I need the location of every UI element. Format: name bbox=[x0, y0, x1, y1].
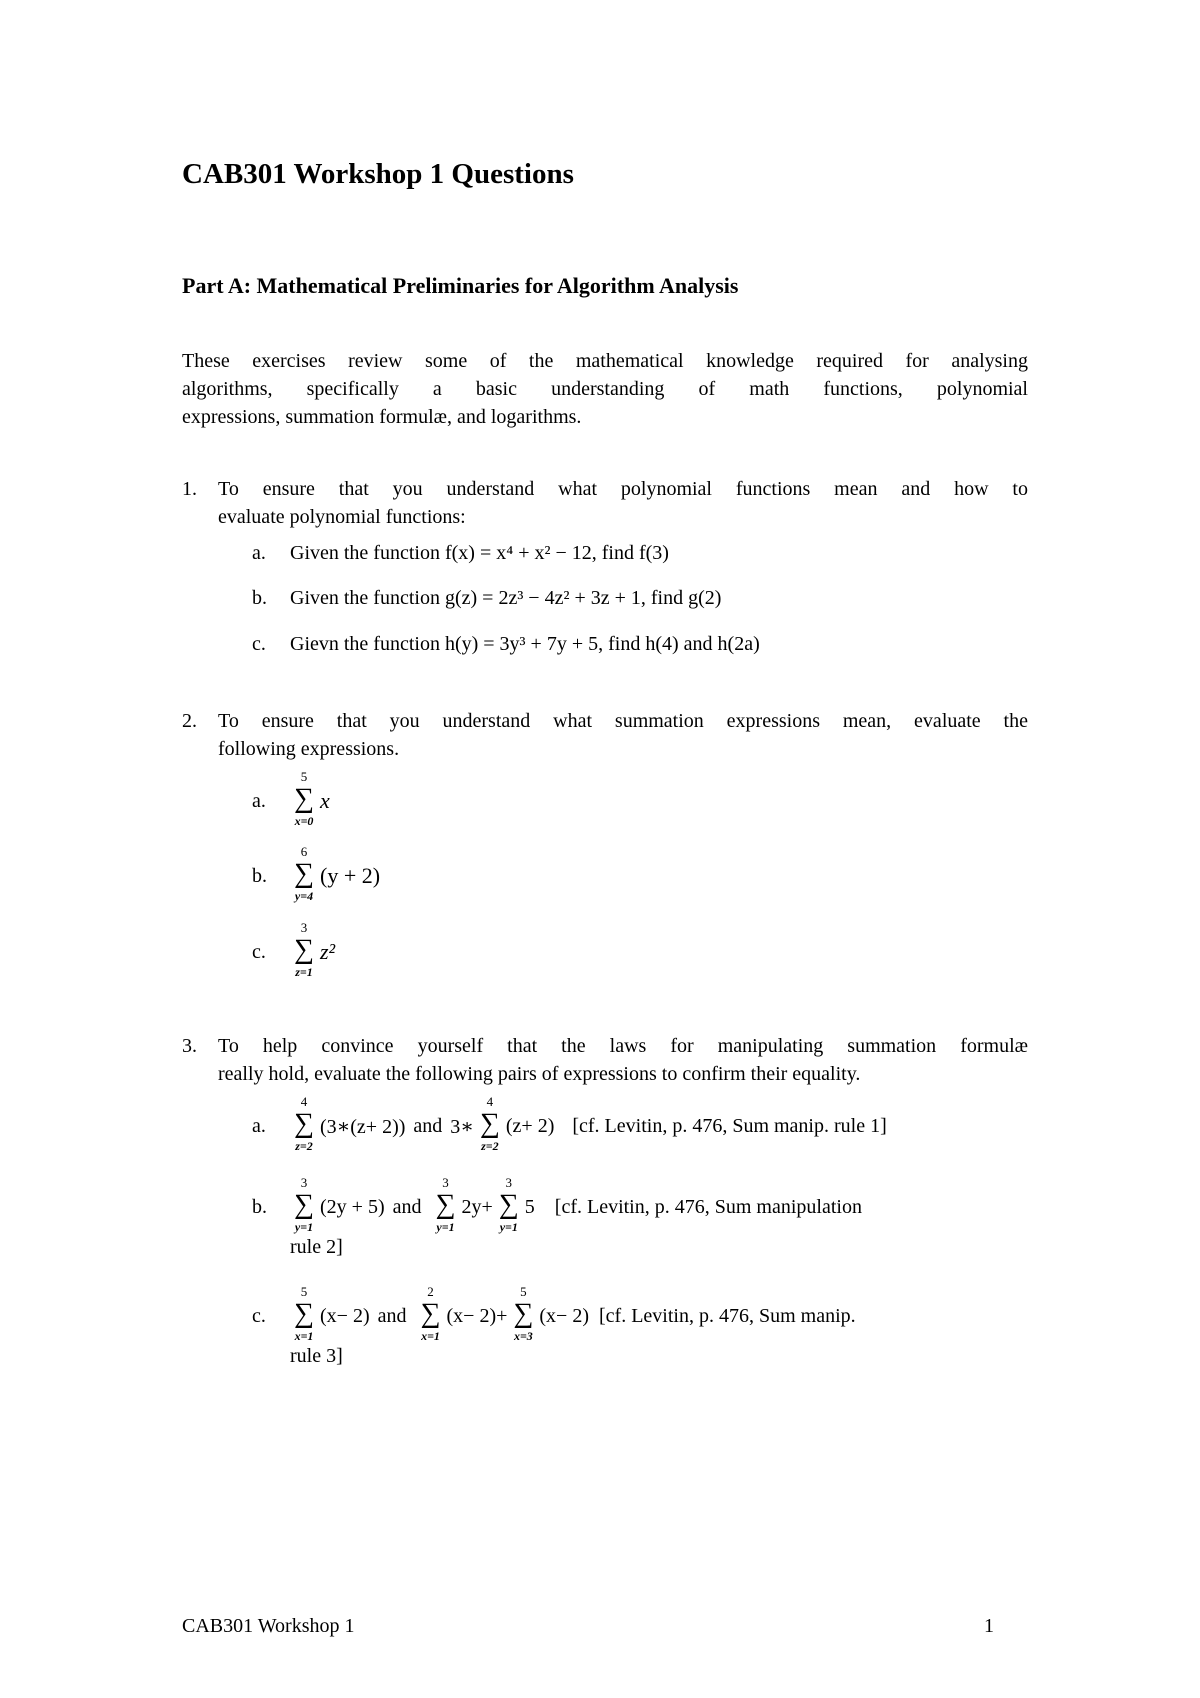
sub-label: c. bbox=[252, 1304, 266, 1327]
sub-label: a. bbox=[252, 789, 266, 812]
sum-upper-bound: 4 bbox=[486, 1094, 494, 1109]
q3-part-a bbox=[252, 1095, 1028, 1157]
sub-label: b. bbox=[252, 1195, 267, 1218]
q2-part-c bbox=[252, 921, 335, 983]
sum-upper-bound: 5 bbox=[300, 769, 308, 784]
summation-symbol bbox=[433, 1176, 459, 1238]
reference-continued: rule 3] bbox=[290, 1345, 343, 1367]
reference: [cf. Levitin, p. 476, Sum manipulation bbox=[554, 1195, 862, 1218]
sigma-icon: ∑ bbox=[498, 1189, 519, 1220]
sub-label: b. bbox=[252, 864, 267, 887]
q3-part-b bbox=[252, 1175, 1028, 1258]
sum-lower-bound: x=1 bbox=[294, 1329, 314, 1343]
sum-upper-bound: 6 bbox=[300, 844, 308, 859]
part-a-heading: Part A: Mathematical Preliminaries for Algorithm Analysis bbox=[182, 273, 739, 298]
sum-lower-bound: x=3 bbox=[513, 1329, 533, 1343]
question-line: following expressions. bbox=[218, 738, 400, 760]
sum-term: (x− 2)+ bbox=[446, 1304, 508, 1327]
and-word: and bbox=[392, 1195, 422, 1218]
sum-upper-bound: 5 bbox=[520, 1284, 527, 1299]
sum-term: 5 bbox=[524, 1195, 535, 1218]
reference: [cf. Levitin, p. 476, Sum manip. rule 1] bbox=[572, 1114, 887, 1137]
summation-symbol bbox=[291, 770, 317, 832]
sum-term: (x− 2) bbox=[320, 1304, 370, 1327]
sum-upper-bound: 3 bbox=[300, 1175, 308, 1190]
sigma-icon: ∑ bbox=[294, 1108, 314, 1139]
coefficient: 3∗ bbox=[450, 1115, 474, 1138]
sum-term: x bbox=[320, 788, 330, 813]
intro-line: algorithms, specifically a basic understanding of math functions, polynomial bbox=[182, 378, 1028, 400]
sum-lower-bound: y=4 bbox=[294, 889, 314, 903]
question-line: To ensure that you understand what polynomial functions mean and how to bbox=[218, 478, 1028, 500]
sub-text: Given the function g(z) = 2z³ − 4z² + 3z + 1, find g(2) bbox=[290, 587, 722, 609]
q2-part-b bbox=[252, 845, 380, 907]
sub-text: Given the function f(x) = x⁴ + x² − 12, find f(3) bbox=[290, 542, 669, 564]
sum-term: (x− 2) bbox=[539, 1304, 589, 1327]
sigma-icon: ∑ bbox=[513, 1298, 534, 1329]
sigma-icon: ∑ bbox=[294, 1189, 314, 1220]
reference: [cf. Levitin, p. 476, Sum manip. bbox=[599, 1304, 856, 1327]
sub-label: b. bbox=[252, 587, 267, 609]
sum-term: 2y+ bbox=[461, 1195, 493, 1218]
document-page bbox=[182, 0, 1028, 1698]
question-number: 1. bbox=[182, 478, 197, 500]
summation-symbol bbox=[291, 1095, 317, 1157]
footer-title: CAB301 Workshop 1 bbox=[182, 1615, 355, 1637]
reference-continued: rule 2] bbox=[290, 1236, 343, 1258]
sigma-icon: ∑ bbox=[420, 1298, 441, 1329]
sum-lower-bound: z=2 bbox=[295, 1139, 313, 1153]
q2-part-a bbox=[252, 770, 330, 832]
summation-symbol bbox=[510, 1285, 536, 1347]
question-number: 2. bbox=[182, 710, 197, 732]
sigma-icon: ∑ bbox=[294, 858, 314, 889]
sub-label: c. bbox=[252, 633, 266, 655]
sigma-icon: ∑ bbox=[479, 1108, 500, 1139]
summation-symbol bbox=[291, 1176, 317, 1238]
intro-paragraph bbox=[182, 347, 1028, 431]
sum-upper-bound: 2 bbox=[427, 1284, 434, 1299]
sum-upper-bound: 3 bbox=[300, 920, 308, 935]
sum-upper-bound: 4 bbox=[300, 1094, 308, 1109]
question-line: really hold, evaluate the following pairs of expressions to confirm their equality. bbox=[218, 1063, 861, 1085]
sub-label: a. bbox=[252, 542, 266, 564]
question-line: evaluate polynomial functions: bbox=[218, 506, 466, 528]
summation-symbol bbox=[418, 1285, 444, 1347]
sub-label: a. bbox=[252, 1114, 266, 1137]
sum-lower-bound: z=2 bbox=[481, 1139, 499, 1153]
summation-symbol bbox=[496, 1176, 522, 1238]
question-line: To ensure that you understand what summation expressions mean, evaluate the bbox=[218, 710, 1028, 732]
sum-lower-bound: x=1 bbox=[421, 1329, 440, 1343]
sigma-icon: ∑ bbox=[294, 1298, 314, 1329]
sum-lower-bound: y=1 bbox=[436, 1220, 455, 1234]
intro-line: expressions, summation formulæ, and logarithms. bbox=[182, 406, 582, 428]
and-word: and bbox=[377, 1304, 407, 1327]
sum-term: (2y + 5) bbox=[320, 1195, 385, 1218]
sum-term: (z+ 2) bbox=[505, 1114, 555, 1137]
sum-lower-bound: z=1 bbox=[295, 965, 313, 979]
sigma-icon: ∑ bbox=[294, 783, 314, 814]
sum-lower-bound: y=1 bbox=[499, 1220, 518, 1234]
sum-upper-bound: 3 bbox=[442, 1175, 449, 1190]
intro-line: These exercises review some of the mathematical knowledge required for analysing bbox=[182, 350, 1028, 372]
sub-text: Gievn the function h(y) = 3y³ + 7y + 5, find h(4) and h(2a) bbox=[290, 633, 760, 655]
sum-lower-bound: y=1 bbox=[294, 1220, 314, 1234]
sigma-icon: ∑ bbox=[294, 934, 314, 965]
summation-symbol bbox=[477, 1095, 503, 1157]
q3-part-c bbox=[252, 1284, 1028, 1367]
sum-upper-bound: 5 bbox=[300, 1284, 308, 1299]
summation-symbol bbox=[291, 921, 317, 983]
footer-page-number: 1 bbox=[984, 1615, 994, 1637]
sum-term: (y + 2) bbox=[320, 863, 381, 888]
sum-term: (3∗(z+ 2)) bbox=[320, 1115, 406, 1138]
page-title: CAB301 Workshop 1 Questions bbox=[182, 158, 574, 190]
question-line: To help convince yourself that the laws for manipulating summation formulæ bbox=[218, 1035, 1028, 1057]
question-number: 3. bbox=[182, 1035, 197, 1057]
sub-label: c. bbox=[252, 940, 266, 963]
sigma-icon: ∑ bbox=[435, 1189, 456, 1220]
sum-upper-bound: 3 bbox=[505, 1175, 513, 1190]
and-word: and bbox=[413, 1114, 443, 1137]
sum-term: z² bbox=[320, 939, 336, 964]
summation-symbol bbox=[291, 1285, 317, 1347]
summation-symbol bbox=[291, 845, 317, 907]
sum-lower-bound: x=0 bbox=[294, 814, 314, 828]
